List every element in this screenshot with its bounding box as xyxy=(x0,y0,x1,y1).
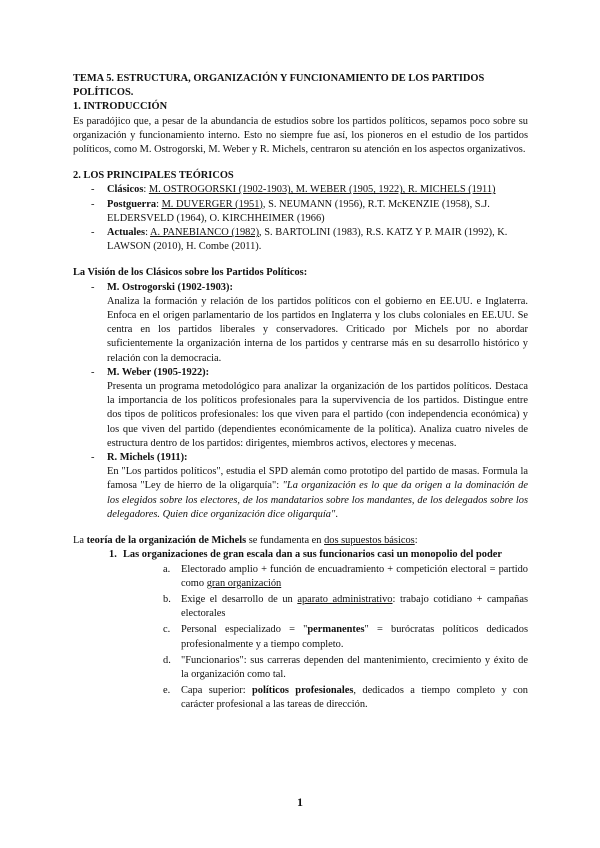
document-title: TEMA 5. ESTRUCTURA, ORGANIZACIÓN Y FUNCIONAMIENTO DE LOS PARTIDOS POLÍTICOS. xyxy=(73,73,485,99)
section-1-heading: 1. INTRODUCCIÓN xyxy=(73,101,168,113)
assumption-1: 1. Las organizaciones de gran escala dan a sus funcionarios casi un monopolio del poder a. Electorado amplio + función de encuadramiento + competición electoral = partido como gran organización b. Exige el desarrollo de un aparato administrativo: trabajo cotidiano + campañas electorales c. Personal especializado = "permanentes" = burócratas políticos dedicados profesionalmente y a tiempo completo. d. "Funcionarios": sus carreras dependen del mantenimiento, crecimiento y éxito de la organización como tal. e. Capa superior: políticos profesionales, dedicados a tiempo completo y con carácter profesional a las tareas de dirección. xyxy=(109,548,528,712)
theorists-list xyxy=(73,183,528,254)
section-2-heading: 2. LOS PRINCIPALES TEÓRICOS xyxy=(73,170,234,182)
classic-weber xyxy=(91,366,528,451)
assumption-1-subpoints xyxy=(123,563,528,713)
classic-michels xyxy=(91,451,528,522)
oligarchy-quote: "La organización es lo que da origen a la dominación de los elegidos sobre los electores, de los mandatarios sobre los mandantes, de los delegados sobre los delegadores. Quien dice organización dice oligarquía" xyxy=(107,480,528,520)
vision-heading: La Visión de los Clásicos sobre los Partidos Políticos: xyxy=(73,267,308,279)
item-label: Clásicos xyxy=(107,184,144,196)
item-label: Postguerra xyxy=(107,198,157,210)
classic-description: Analiza la formación y relación de los partidos políticos con el gobierno en EE.UU. e Inglaterra. Enfoca en el origen parlamentario de los partidos en Inglaterra y los clubs coloniales en EE.UU. Se centra en los partidos liberales y conservadores. Criticado por Michels por no abordar suficientemente la organización interna de los partidos y centrarse más en su desarrollo histórico y relación con la democracia. xyxy=(107,295,528,364)
subpoint-d: d. "Funcionarios": sus carreras dependen del mantenimiento, crecimiento y éxito de la organización como tal. xyxy=(163,654,528,680)
classics-list xyxy=(73,281,528,522)
classic-description: Presenta un programa metodológico para analizar la organización de los partidos políticos. Destaca la importancia de los políticos profesionales para la supervivencia de los partidos. Distingue entre dos tipos de políticos profesionales: los que viven para el partido (con independencia económica) y los que viven del partido (dependientes económicamente de la política). Analiza cuatro niveles de estructura dentro de los partidos: dirigentes, miembros activos, electores y mecenas. xyxy=(107,381,528,449)
subpoint-c: c. Personal especializado = "permanentes" = burócratas políticos dedicados profesionalmente y a tiempo completo. xyxy=(163,624,528,650)
subpoint-a: a. Electorado amplio + función de encuadramiento + competición electoral = partido como gran organización xyxy=(163,563,528,589)
assumption-1-text: Las organizaciones de gran escala dan a sus funcionarios casi un monopolio del poder xyxy=(123,549,503,561)
assumptions-list xyxy=(73,548,528,712)
page-number: 1 xyxy=(297,795,303,809)
subpoint-b: b. Exige el desarrollo de un aparato administrativo: trabajo cotidiano + campañas electorales xyxy=(163,593,528,620)
item-authors: M. DUVERGER (1951) xyxy=(161,198,263,210)
document-page xyxy=(73,72,528,715)
item-authors: M. OSTROGORSKI (1902-1903), M. WEBER (1905, 1922), R. MICHELS (1911) xyxy=(148,184,496,196)
item-label: Actuales xyxy=(107,227,146,239)
theorists-item-postguerra: - Postguerra: M. DUVERGER (1951), S. NEUMANN (1956), R.T. McKENZIE (1958), S.J. ELDERSVELD (1964), O. KIRCHHEIMER (1966) xyxy=(91,198,528,226)
subpoint-e: e. Capa superior: políticos profesionales, dedicados a tiempo completo y con carácter profesional a las tareas de dirección. xyxy=(163,685,529,711)
classic-description: En "Los partidos políticos", estudia el SPD alemán como prototipo del partido de masas. Formula la famosa "Ley de hierro de la oligarquía": "La organización es lo que da origen a la dominación de los elegidos sobre los electores, de los mandatarios sobre los mandantes, de los delegados sobre los delegadores. Quien dice organización dice oligarquía". xyxy=(107,466,528,520)
theorists-item-actuales: - Actuales: A. PANEBIANCO (1982), S. BARTOLINI (1983), R.S. KATZ Y P. MAIR (1992), K. LAWSON (2010), H. Combe (2011). xyxy=(91,226,528,254)
theory-intro: La teoría de la organización de Michels se fundamenta en dos supuestos básicos: xyxy=(73,535,418,547)
classic-name: - R. Michels (1911): xyxy=(107,452,188,464)
item-authors: A. PANEBIANCO (1982) xyxy=(150,227,260,239)
introduction-paragraph: Es paradójico que, a pesar de la abundancia de estudios sobre los partidos políticos, sepamos poco sobre su organización y funcionamiento interno. Esto no siempre fue así, los pioneros en el estudio de los partidos políticos, como M. Ostrogorski, M. Weber y R. Michels, centraron su atención en los aspectos organizativos. xyxy=(73,115,528,156)
classic-name: - M. Weber (1905-1922): xyxy=(107,366,210,378)
classic-name: - M. Ostrogorski (1902-1903): xyxy=(107,281,233,293)
classic-ostrogorski xyxy=(91,281,528,366)
theorists-item-clasicos: - Clásicos: M. OSTROGORSKI (1902-1903), M. WEBER (1905, 1922), R. MICHELS (1911) xyxy=(91,183,528,197)
